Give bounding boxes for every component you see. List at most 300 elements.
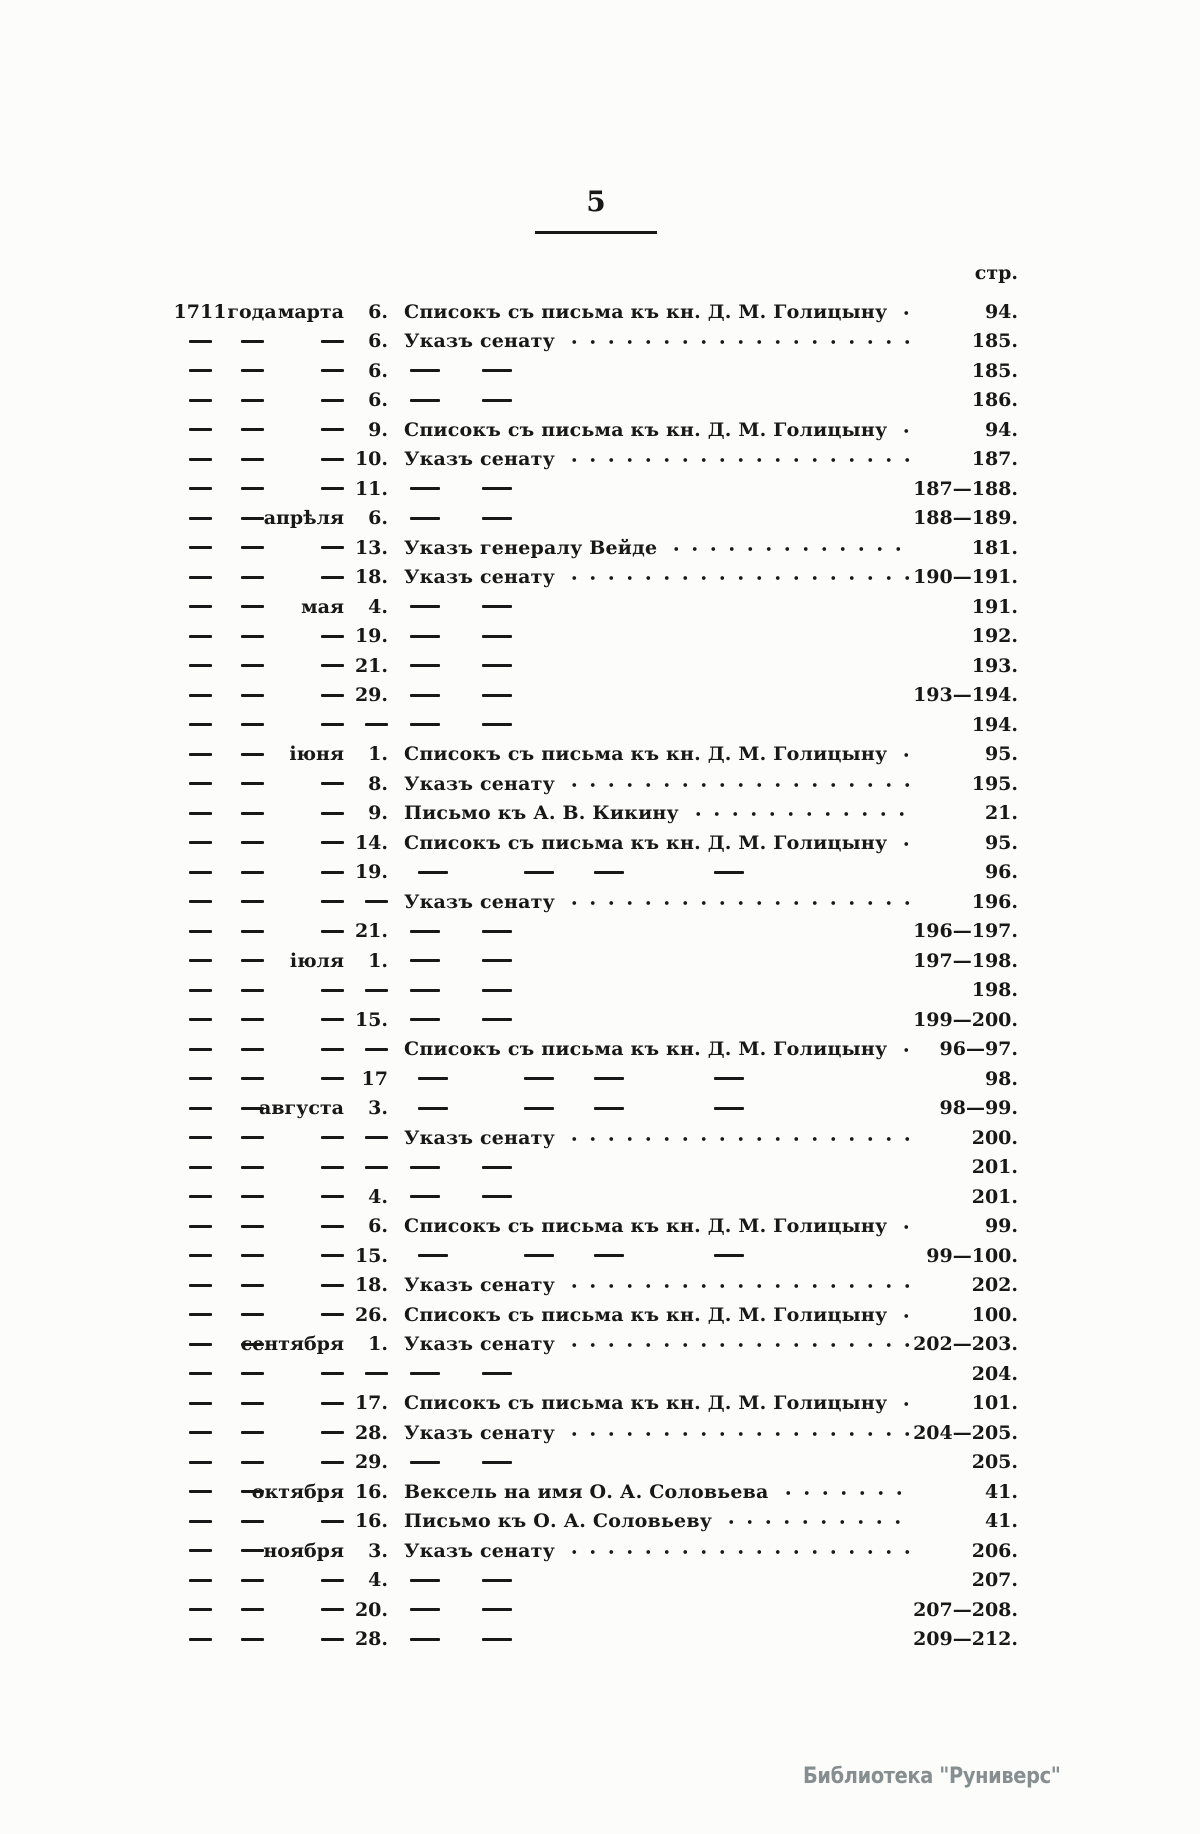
year-cell <box>172 1490 228 1493</box>
year-cell <box>172 369 228 372</box>
dot-leader <box>750 871 910 874</box>
day-cell <box>350 1166 388 1169</box>
ditto-dash <box>189 1461 212 1464</box>
ditto-dash <box>189 1048 212 1051</box>
toc-row <box>172 327 1018 357</box>
toc-row <box>172 1212 1018 1242</box>
ditto-dash <box>241 1136 264 1139</box>
goda-cell <box>228 959 276 962</box>
entry-title: Письмо къ О. А. Соловьеву <box>404 1510 713 1533</box>
month-cell <box>276 782 350 785</box>
ditto-dash <box>241 428 264 431</box>
dot-leader <box>518 635 910 638</box>
dot-leader <box>518 605 910 608</box>
entry-cell <box>404 1254 910 1257</box>
page-ref: 188—189. <box>913 507 1018 530</box>
year-cell <box>172 428 228 431</box>
ditto-dash <box>482 369 512 372</box>
day-cell <box>350 920 388 942</box>
entry-title: Списокъ съ письма къ кн. Д. М. Голицыну <box>404 300 888 323</box>
entry-cell <box>404 1481 910 1503</box>
day-cell-text: 4. <box>368 1569 388 1592</box>
ditto-dash <box>241 458 264 461</box>
month-cell <box>276 1225 350 1228</box>
page-ref: 196—197. <box>913 920 1018 943</box>
ditto-dash <box>189 428 212 431</box>
toc-row <box>172 1536 1018 1566</box>
dot-leader <box>561 1540 910 1562</box>
ditto-dash <box>365 1048 388 1051</box>
month-cell <box>263 507 350 530</box>
entry-cell <box>404 1077 910 1080</box>
ditto-dash <box>482 989 512 992</box>
day-cell <box>350 1333 388 1355</box>
toc-row <box>172 828 1018 858</box>
ditto-dash <box>594 1107 624 1110</box>
entry-cell <box>404 959 910 962</box>
ditto-dash <box>189 753 212 756</box>
ditto-dash <box>418 871 448 874</box>
day-cell-text: 1. <box>368 743 388 766</box>
ditto-dash <box>410 605 440 608</box>
ditto-dash <box>410 1195 440 1198</box>
day-cell-text: 4. <box>368 595 388 618</box>
day-cell <box>350 448 388 470</box>
ditto-dash <box>241 782 264 785</box>
ditto-dash <box>241 1608 264 1611</box>
entry-cell <box>404 1274 910 1296</box>
goda-cell <box>228 1579 276 1582</box>
month-cell <box>276 369 350 372</box>
ditto-dash <box>482 605 512 608</box>
toc-row <box>172 415 1018 445</box>
page-ref: 95. <box>984 743 1018 766</box>
ditto-dash <box>365 723 388 726</box>
goda-cell <box>228 428 276 431</box>
toc-row <box>172 799 1018 829</box>
year-cell <box>172 782 228 785</box>
ditto-dash <box>524 1077 554 1080</box>
day-cell <box>350 419 388 441</box>
month-cell <box>276 1431 350 1434</box>
toc-row <box>172 1094 1018 1124</box>
year-cell <box>172 487 228 490</box>
ditto-dash <box>524 1254 554 1257</box>
dot-leader <box>893 1392 910 1414</box>
day-cell-text: 6. <box>368 300 388 323</box>
day-cell <box>350 684 388 706</box>
ditto-dash <box>482 1638 512 1641</box>
ditto-dash <box>482 399 512 402</box>
month-cell <box>276 1608 350 1611</box>
entry-title: Письмо къ А. В. Кикину <box>404 802 679 825</box>
ditto-dash <box>241 1638 264 1641</box>
ditto-dash <box>189 989 212 992</box>
ditto-dash <box>241 487 264 490</box>
ditto-dash <box>189 1284 212 1287</box>
toc-row <box>172 504 1018 534</box>
page-column-header: стр. <box>974 262 1018 284</box>
entry-cell <box>404 301 910 323</box>
ditto-dash <box>524 1107 554 1110</box>
toc-row <box>172 1477 1018 1507</box>
day-cell <box>350 723 388 726</box>
ditto-dash <box>410 1372 440 1375</box>
year-cell <box>172 930 228 933</box>
ditto-dash <box>321 989 344 992</box>
page-ref: 204. <box>971 1362 1018 1385</box>
month-cell-text: мая <box>301 595 344 618</box>
goda-cell <box>228 989 276 992</box>
ditto-dash <box>321 1638 344 1641</box>
day-cell <box>350 1009 388 1031</box>
ditto-dash <box>241 989 264 992</box>
month-cell <box>276 487 350 490</box>
goda-cell <box>228 694 276 697</box>
day-cell <box>350 1215 388 1237</box>
ditto-dash <box>189 487 212 490</box>
month-cell <box>276 1372 350 1375</box>
entry-cell <box>404 1107 910 1110</box>
goda-cell <box>228 1520 276 1523</box>
ditto-dash <box>241 546 264 549</box>
toc-row <box>172 651 1018 681</box>
goda-cell <box>228 576 276 579</box>
ditto-dash <box>482 664 512 667</box>
ditto-dash <box>594 871 624 874</box>
day-cell-text: 15. <box>354 1008 388 1031</box>
toc-row <box>172 1595 1018 1625</box>
page-ref: 192. <box>971 625 1018 648</box>
toc-row <box>172 1182 1018 1212</box>
ditto-dash <box>410 989 440 992</box>
day-cell <box>350 1392 388 1414</box>
ditto-dash <box>418 1254 448 1257</box>
ditto-dash <box>189 458 212 461</box>
entry-cell <box>404 1304 910 1326</box>
year-cell <box>172 1402 228 1405</box>
day-cell <box>350 1628 388 1650</box>
ditto-dash <box>189 517 212 520</box>
day-cell-text: 17. <box>354 1392 388 1415</box>
ditto-dash <box>321 1254 344 1257</box>
page-ref: 101. <box>971 1392 1018 1415</box>
ditto-dash <box>189 1402 212 1405</box>
day-cell-text: 18. <box>354 1274 388 1297</box>
page-ref: 185. <box>971 359 1018 382</box>
page-ref: 96. <box>984 861 1018 884</box>
goda-cell <box>228 841 276 844</box>
toc-row <box>172 1507 1018 1537</box>
month-cell <box>276 596 350 618</box>
toc-row <box>172 710 1018 740</box>
ditto-dash <box>189 723 212 726</box>
entry-title: Указъ сенату <box>404 448 555 471</box>
month-cell-text: сентября <box>240 1333 344 1356</box>
ditto-dash <box>241 871 264 874</box>
page-ref: 193. <box>971 654 1018 677</box>
dot-leader <box>561 1422 910 1444</box>
year-cell <box>172 1520 228 1523</box>
ditto-dash <box>410 1579 440 1582</box>
year-cell <box>172 635 228 638</box>
ditto-dash <box>241 1313 264 1316</box>
day-cell <box>350 743 388 765</box>
entry-cell <box>404 517 910 520</box>
entry-cell <box>404 664 910 667</box>
toc-row <box>172 297 1018 327</box>
toc-row <box>172 917 1018 947</box>
dot-leader <box>893 1215 910 1237</box>
dot-leader <box>518 517 910 520</box>
day-cell-text: 15. <box>354 1244 388 1267</box>
page-ref: 21. <box>984 802 1018 825</box>
ditto-dash <box>189 694 212 697</box>
day-cell-text: 29. <box>354 1451 388 1474</box>
month-cell <box>276 694 350 697</box>
ditto-dash <box>365 1166 388 1169</box>
goda-cell <box>228 1166 276 1169</box>
month-cell <box>276 950 350 972</box>
day-cell-text: 14. <box>354 831 388 854</box>
entry-cell <box>404 1579 910 1582</box>
day-cell-text: 1. <box>368 949 388 972</box>
watermark: Библиотека "Руниверс" <box>803 1764 1061 1789</box>
page-ref: 186. <box>971 389 1018 412</box>
entry-cell <box>404 399 910 402</box>
goda-cell <box>228 1461 276 1464</box>
day-cell <box>350 1422 388 1444</box>
toc-row <box>172 356 1018 386</box>
entry-cell <box>404 566 910 588</box>
dot-leader <box>893 1038 910 1060</box>
ditto-dash <box>321 1048 344 1051</box>
ditto-dash <box>241 841 264 844</box>
ditto-dash <box>189 340 212 343</box>
day-cell-text: 28. <box>354 1421 388 1444</box>
year-cell <box>172 1195 228 1198</box>
day-cell <box>350 625 388 647</box>
toc-row <box>172 533 1018 563</box>
day-cell-text: 16. <box>354 1510 388 1533</box>
ditto-dash <box>189 1313 212 1316</box>
year-cell <box>172 1579 228 1582</box>
day-cell <box>350 1481 388 1503</box>
goda-cell <box>228 1018 276 1021</box>
ditto-dash <box>241 900 264 903</box>
entry-cell <box>404 723 910 726</box>
year-cell <box>172 1048 228 1051</box>
page-ref: 195. <box>971 772 1018 795</box>
ditto-dash <box>410 1638 440 1641</box>
ditto-dash <box>594 1254 624 1257</box>
goda-cell <box>228 871 276 874</box>
ditto-dash <box>321 576 344 579</box>
day-cell-text: 11. <box>354 477 388 500</box>
ditto-dash <box>241 1520 264 1523</box>
month-cell <box>276 930 350 933</box>
ditto-dash <box>241 1431 264 1434</box>
ditto-dash <box>410 369 440 372</box>
ditto-dash <box>321 900 344 903</box>
ditto-dash <box>410 1608 440 1611</box>
entry-title: Указъ сенату <box>404 890 555 913</box>
ditto-dash <box>241 635 264 638</box>
entry-cell <box>404 1215 910 1237</box>
ditto-dash <box>189 1077 212 1080</box>
ditto-dash <box>321 871 344 874</box>
dot-leader <box>518 723 910 726</box>
year-cell <box>172 1608 228 1611</box>
ditto-dash <box>321 1608 344 1611</box>
day-cell <box>350 566 388 588</box>
toc-row <box>172 1300 1018 1330</box>
page-ref: 205. <box>971 1451 1018 1474</box>
year-cell <box>172 576 228 579</box>
year-cell <box>172 301 228 323</box>
dot-leader <box>685 802 910 824</box>
page-ref: 41. <box>984 1480 1018 1503</box>
ditto-dash <box>241 930 264 933</box>
ditto-dash <box>241 1254 264 1257</box>
entry-cell <box>404 1392 910 1414</box>
year-cell <box>172 1107 228 1110</box>
ditto-dash <box>482 694 512 697</box>
day-cell-text: 19. <box>354 625 388 648</box>
ditto-dash <box>410 399 440 402</box>
day-cell-text: 29. <box>354 684 388 707</box>
ditto-dash <box>189 1608 212 1611</box>
day-cell-text: 4. <box>368 1185 388 1208</box>
ditto-dash <box>189 871 212 874</box>
dot-leader <box>561 773 910 795</box>
ditto-dash <box>714 1107 744 1110</box>
ditto-dash <box>410 487 440 490</box>
page-ref: 191. <box>971 595 1018 618</box>
ditto-dash <box>241 1284 264 1287</box>
toc-row <box>172 1330 1018 1360</box>
page-ref: 94. <box>984 418 1018 441</box>
entry-title: Указъ сенату <box>404 330 555 353</box>
month-cell <box>276 1461 350 1464</box>
goda-cell-text: года <box>227 300 277 323</box>
ditto-dash <box>321 694 344 697</box>
ditto-dash <box>321 1166 344 1169</box>
page-number: 5 <box>586 185 606 218</box>
year-cell <box>172 812 228 815</box>
year-cell <box>172 871 228 874</box>
day-cell <box>350 1599 388 1621</box>
ditto-dash <box>410 664 440 667</box>
page-ref: 181. <box>971 536 1018 559</box>
goda-cell <box>228 546 276 549</box>
ditto-dash <box>321 664 344 667</box>
month-cell <box>276 1077 350 1080</box>
page-ref: 185. <box>971 330 1018 353</box>
ditto-dash <box>241 694 264 697</box>
entry-cell <box>404 773 910 795</box>
page-ref: 190—191. <box>913 566 1018 589</box>
year-cell <box>172 1166 228 1169</box>
ditto-dash <box>418 1077 448 1080</box>
entry-title: Списокъ съ письма къ кн. Д. М. Голицыну <box>404 1038 888 1061</box>
month-cell <box>276 458 350 461</box>
year-cell-text: 1711 <box>173 300 227 323</box>
dot-leader <box>893 301 910 323</box>
day-cell <box>350 655 388 677</box>
year-cell <box>172 1018 228 1021</box>
month-cell <box>276 1018 350 1021</box>
day-cell-text: 6. <box>368 330 388 353</box>
day-cell-text: 8. <box>368 772 388 795</box>
ditto-dash <box>482 1461 512 1464</box>
dot-leader <box>561 1333 910 1355</box>
entry-title: Списокъ съ письма къ кн. Д. М. Голицыну <box>404 1392 888 1415</box>
ditto-dash <box>365 1372 388 1375</box>
goda-cell <box>228 1195 276 1198</box>
month-cell <box>263 1539 350 1562</box>
month-cell-text: августа <box>259 1097 344 1120</box>
goda-cell <box>228 487 276 490</box>
ditto-dash <box>241 340 264 343</box>
month-cell <box>276 546 350 549</box>
ditto-dash <box>410 930 440 933</box>
entry-cell <box>404 891 910 913</box>
day-cell <box>350 1372 388 1375</box>
year-cell <box>172 1136 228 1139</box>
entry-cell <box>404 1018 910 1021</box>
ditto-dash <box>321 1018 344 1021</box>
year-cell <box>172 1431 228 1434</box>
day-cell <box>350 989 388 992</box>
ditto-dash <box>482 1372 512 1375</box>
month-cell <box>276 301 350 323</box>
ditto-dash <box>189 1136 212 1139</box>
toc-row <box>172 445 1018 475</box>
day-cell-text: 3. <box>368 1097 388 1120</box>
entry-title: Указъ генералу Вейде <box>404 536 658 559</box>
day-cell <box>350 1274 388 1296</box>
entry-title: Списокъ съ письма къ кн. Д. М. Голицыну <box>404 1303 888 1326</box>
year-cell <box>172 694 228 697</box>
ditto-dash <box>482 517 512 520</box>
month-cell-text: іюля <box>289 949 344 972</box>
day-cell-text: 21. <box>354 654 388 677</box>
day-cell-text: 26. <box>354 1303 388 1326</box>
entry-cell <box>404 1461 910 1464</box>
month-cell <box>276 871 350 874</box>
entry-cell <box>404 1333 910 1355</box>
ditto-dash <box>189 576 212 579</box>
ditto-dash <box>189 546 212 549</box>
goda-cell <box>228 458 276 461</box>
ditto-dash <box>410 635 440 638</box>
goda-cell <box>228 1402 276 1405</box>
month-cell <box>276 340 350 343</box>
year-cell <box>172 959 228 962</box>
ditto-dash <box>241 753 264 756</box>
day-cell <box>350 1540 388 1562</box>
dot-leader <box>893 1304 910 1326</box>
ditto-dash <box>321 1077 344 1080</box>
entry-cell <box>404 419 910 441</box>
day-cell <box>350 861 388 883</box>
month-cell <box>276 635 350 638</box>
goda-cell <box>228 930 276 933</box>
year-cell <box>172 340 228 343</box>
goda-cell <box>228 1313 276 1316</box>
dot-leader <box>561 566 910 588</box>
